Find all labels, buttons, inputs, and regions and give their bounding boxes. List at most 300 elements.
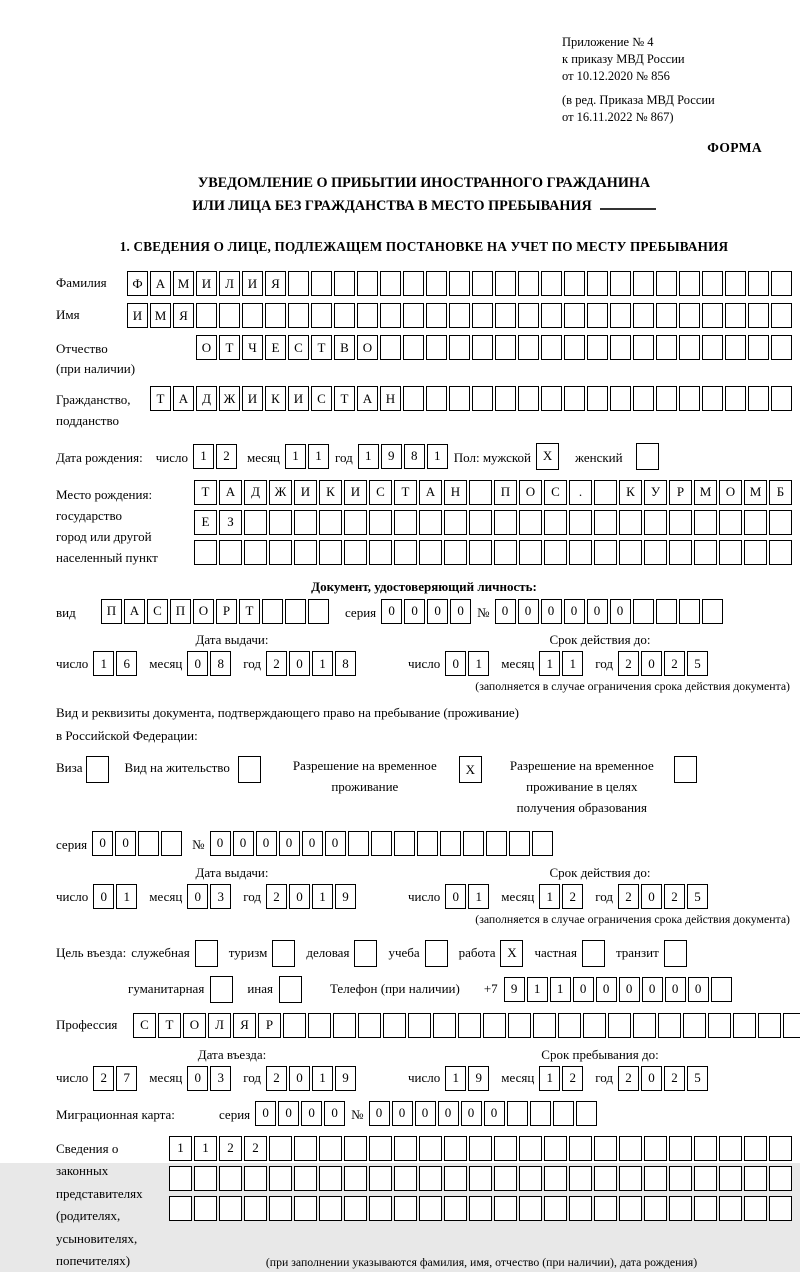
char-cell[interactable] bbox=[719, 1136, 742, 1161]
char-cell[interactable]: 0 bbox=[641, 884, 662, 909]
char-cell[interactable]: 0 bbox=[596, 977, 617, 1002]
char-cell[interactable] bbox=[219, 303, 240, 328]
char-cell[interactable]: 6 bbox=[116, 651, 137, 676]
char-cell[interactable]: 2 bbox=[266, 651, 287, 676]
stay-day-cells[interactable] bbox=[445, 1066, 491, 1091]
char-cell[interactable] bbox=[308, 599, 329, 624]
char-cell[interactable]: 2 bbox=[618, 651, 639, 676]
char-cell[interactable] bbox=[744, 510, 767, 535]
char-cell[interactable]: С bbox=[147, 599, 168, 624]
char-cell[interactable]: 1 bbox=[550, 977, 571, 1002]
char-cell[interactable] bbox=[403, 335, 424, 360]
birth-day-cells[interactable] bbox=[193, 444, 239, 469]
char-cell[interactable] bbox=[319, 1166, 342, 1191]
char-cell[interactable]: 0 bbox=[325, 831, 346, 856]
char-cell[interactable] bbox=[244, 1166, 267, 1191]
char-cell[interactable] bbox=[569, 1136, 592, 1161]
char-cell[interactable]: 0 bbox=[115, 831, 136, 856]
char-cell[interactable] bbox=[486, 831, 507, 856]
char-cell[interactable]: X bbox=[459, 756, 482, 783]
residence-valid-month-cells[interactable] bbox=[539, 884, 585, 909]
char-cell[interactable]: 0 bbox=[573, 977, 594, 1002]
char-cell[interactable] bbox=[576, 1101, 597, 1126]
char-cell[interactable] bbox=[619, 1166, 642, 1191]
char-cell[interactable] bbox=[679, 271, 700, 296]
char-cell[interactable]: . bbox=[569, 480, 592, 505]
identity-valid-day-cells[interactable] bbox=[445, 651, 491, 676]
char-cell[interactable] bbox=[195, 940, 218, 967]
char-cell[interactable] bbox=[610, 303, 631, 328]
char-cell[interactable]: 0 bbox=[302, 831, 323, 856]
char-cell[interactable] bbox=[219, 540, 242, 565]
char-cell[interactable] bbox=[449, 271, 470, 296]
char-cell[interactable] bbox=[725, 271, 746, 296]
char-cell[interactable] bbox=[344, 1196, 367, 1221]
char-cell[interactable]: А bbox=[124, 599, 145, 624]
char-cell[interactable]: 0 bbox=[187, 651, 208, 676]
identity-issue-day-cells[interactable] bbox=[93, 651, 139, 676]
char-cell[interactable]: 9 bbox=[381, 444, 402, 469]
char-cell[interactable] bbox=[564, 335, 585, 360]
char-cell[interactable]: 1 bbox=[539, 1066, 560, 1091]
residence-series-cells[interactable] bbox=[92, 831, 184, 856]
migration-series-cells[interactable] bbox=[255, 1101, 347, 1126]
char-cell[interactable] bbox=[194, 1166, 217, 1191]
char-cell[interactable] bbox=[669, 1166, 692, 1191]
char-cell[interactable] bbox=[702, 599, 723, 624]
char-cell[interactable]: К bbox=[619, 480, 642, 505]
purpose-business-checkbox[interactable] bbox=[354, 940, 379, 967]
char-cell[interactable] bbox=[426, 303, 447, 328]
char-cell[interactable]: 0 bbox=[495, 599, 516, 624]
char-cell[interactable] bbox=[656, 386, 677, 411]
char-cell[interactable]: 9 bbox=[504, 977, 525, 1002]
char-cell[interactable] bbox=[469, 1166, 492, 1191]
char-cell[interactable] bbox=[587, 271, 608, 296]
char-cell[interactable] bbox=[610, 386, 631, 411]
char-cell[interactable] bbox=[725, 335, 746, 360]
char-cell[interactable]: 1 bbox=[169, 1136, 192, 1161]
identity-valid-year-cells[interactable] bbox=[618, 651, 710, 676]
char-cell[interactable] bbox=[702, 386, 723, 411]
char-cell[interactable] bbox=[633, 1013, 656, 1038]
char-cell[interactable]: С bbox=[544, 480, 567, 505]
char-cell[interactable]: Д bbox=[196, 386, 217, 411]
char-cell[interactable]: 1 bbox=[93, 651, 114, 676]
char-cell[interactable]: 0 bbox=[187, 884, 208, 909]
purpose-private-checkbox[interactable] bbox=[582, 940, 607, 967]
char-cell[interactable]: 0 bbox=[289, 651, 310, 676]
char-cell[interactable] bbox=[719, 510, 742, 535]
char-cell[interactable]: М bbox=[744, 480, 767, 505]
char-cell[interactable]: 0 bbox=[610, 599, 631, 624]
entry-year-cells[interactable] bbox=[266, 1066, 358, 1091]
char-cell[interactable] bbox=[242, 303, 263, 328]
char-cell[interactable] bbox=[656, 599, 677, 624]
char-cell[interactable]: X bbox=[500, 940, 523, 967]
char-cell[interactable]: 1 bbox=[193, 444, 214, 469]
char-cell[interactable]: 0 bbox=[210, 831, 231, 856]
char-cell[interactable]: 0 bbox=[256, 831, 277, 856]
char-cell[interactable] bbox=[369, 510, 392, 535]
char-cell[interactable] bbox=[594, 510, 617, 535]
char-cell[interactable]: 1 bbox=[562, 651, 583, 676]
citizenship-cells[interactable] bbox=[150, 386, 794, 411]
char-cell[interactable] bbox=[587, 386, 608, 411]
char-cell[interactable] bbox=[518, 271, 539, 296]
char-cell[interactable] bbox=[594, 1166, 617, 1191]
char-cell[interactable] bbox=[294, 510, 317, 535]
char-cell[interactable]: 0 bbox=[642, 977, 663, 1002]
char-cell[interactable] bbox=[564, 271, 585, 296]
char-cell[interactable] bbox=[748, 335, 769, 360]
char-cell[interactable]: Ж bbox=[269, 480, 292, 505]
char-cell[interactable] bbox=[533, 1013, 556, 1038]
char-cell[interactable] bbox=[369, 1166, 392, 1191]
birth-place-cells-2[interactable] bbox=[194, 510, 794, 535]
char-cell[interactable]: В bbox=[334, 335, 355, 360]
residence-issue-month-cells[interactable] bbox=[187, 884, 233, 909]
char-cell[interactable]: 0 bbox=[404, 599, 425, 624]
char-cell[interactable] bbox=[658, 1013, 681, 1038]
char-cell[interactable]: 0 bbox=[92, 831, 113, 856]
char-cell[interactable] bbox=[334, 303, 355, 328]
identity-issue-year-cells[interactable] bbox=[266, 651, 358, 676]
name-cells[interactable] bbox=[127, 303, 794, 328]
char-cell[interactable] bbox=[433, 1013, 456, 1038]
char-cell[interactable] bbox=[394, 1166, 417, 1191]
char-cell[interactable] bbox=[519, 540, 542, 565]
char-cell[interactable] bbox=[541, 386, 562, 411]
char-cell[interactable]: Т bbox=[394, 480, 417, 505]
char-cell[interactable] bbox=[694, 510, 717, 535]
char-cell[interactable] bbox=[194, 1196, 217, 1221]
char-cell[interactable] bbox=[483, 1013, 506, 1038]
char-cell[interactable] bbox=[272, 940, 295, 967]
char-cell[interactable] bbox=[403, 386, 424, 411]
char-cell[interactable] bbox=[426, 335, 447, 360]
char-cell[interactable] bbox=[344, 1136, 367, 1161]
char-cell[interactable]: 0 bbox=[381, 599, 402, 624]
char-cell[interactable] bbox=[138, 831, 159, 856]
char-cell[interactable]: Ч bbox=[242, 335, 263, 360]
char-cell[interactable] bbox=[656, 303, 677, 328]
char-cell[interactable] bbox=[344, 1166, 367, 1191]
char-cell[interactable] bbox=[744, 1136, 767, 1161]
birth-year-cells[interactable] bbox=[358, 444, 450, 469]
char-cell[interactable] bbox=[444, 1136, 467, 1161]
char-cell[interactable] bbox=[519, 1166, 542, 1191]
char-cell[interactable] bbox=[594, 480, 617, 505]
char-cell[interactable] bbox=[544, 510, 567, 535]
char-cell[interactable]: 1 bbox=[116, 884, 137, 909]
char-cell[interactable]: 0 bbox=[427, 599, 448, 624]
char-cell[interactable] bbox=[769, 1196, 792, 1221]
temp-residence-checkbox[interactable] bbox=[459, 756, 484, 783]
char-cell[interactable] bbox=[265, 303, 286, 328]
char-cell[interactable]: 2 bbox=[664, 651, 685, 676]
char-cell[interactable]: 0 bbox=[415, 1101, 436, 1126]
char-cell[interactable]: Л bbox=[208, 1013, 231, 1038]
char-cell[interactable] bbox=[683, 1013, 706, 1038]
char-cell[interactable] bbox=[564, 303, 585, 328]
char-cell[interactable] bbox=[194, 540, 217, 565]
char-cell[interactable] bbox=[319, 1196, 342, 1221]
birth-place-cells-3[interactable] bbox=[194, 540, 794, 565]
char-cell[interactable] bbox=[569, 540, 592, 565]
char-cell[interactable] bbox=[244, 510, 267, 535]
char-cell[interactable]: 0 bbox=[187, 1066, 208, 1091]
char-cell[interactable] bbox=[610, 335, 631, 360]
char-cell[interactable] bbox=[636, 443, 659, 470]
char-cell[interactable] bbox=[664, 940, 687, 967]
char-cell[interactable] bbox=[458, 1013, 481, 1038]
identity-kind-cells[interactable] bbox=[101, 599, 331, 624]
char-cell[interactable]: 1 bbox=[445, 1066, 466, 1091]
char-cell[interactable]: Р bbox=[669, 480, 692, 505]
char-cell[interactable]: Н bbox=[444, 480, 467, 505]
char-cell[interactable] bbox=[472, 386, 493, 411]
char-cell[interactable]: С bbox=[288, 335, 309, 360]
char-cell[interactable]: Р bbox=[216, 599, 237, 624]
char-cell[interactable]: 1 bbox=[312, 651, 333, 676]
char-cell[interactable] bbox=[469, 1196, 492, 1221]
char-cell[interactable] bbox=[541, 271, 562, 296]
char-cell[interactable] bbox=[333, 1013, 356, 1038]
char-cell[interactable] bbox=[285, 599, 306, 624]
char-cell[interactable] bbox=[544, 1136, 567, 1161]
char-cell[interactable]: 1 bbox=[194, 1136, 217, 1161]
char-cell[interactable]: Р bbox=[258, 1013, 281, 1038]
char-cell[interactable]: 9 bbox=[335, 884, 356, 909]
char-cell[interactable]: И bbox=[242, 271, 263, 296]
char-cell[interactable]: 2 bbox=[618, 1066, 639, 1091]
char-cell[interactable] bbox=[344, 540, 367, 565]
char-cell[interactable]: П bbox=[101, 599, 122, 624]
char-cell[interactable] bbox=[495, 335, 516, 360]
char-cell[interactable]: О bbox=[519, 480, 542, 505]
char-cell[interactable] bbox=[708, 1013, 731, 1038]
char-cell[interactable]: Б bbox=[769, 480, 792, 505]
char-cell[interactable]: Е bbox=[194, 510, 217, 535]
char-cell[interactable]: О bbox=[193, 599, 214, 624]
char-cell[interactable] bbox=[357, 303, 378, 328]
char-cell[interactable] bbox=[509, 831, 530, 856]
purpose-other-checkbox[interactable] bbox=[279, 976, 304, 1003]
char-cell[interactable] bbox=[564, 386, 585, 411]
char-cell[interactable]: Т bbox=[194, 480, 217, 505]
char-cell[interactable] bbox=[748, 386, 769, 411]
char-cell[interactable] bbox=[644, 1196, 667, 1221]
char-cell[interactable]: 1 bbox=[312, 1066, 333, 1091]
char-cell[interactable] bbox=[269, 1136, 292, 1161]
char-cell[interactable] bbox=[679, 599, 700, 624]
char-cell[interactable] bbox=[371, 831, 392, 856]
char-cell[interactable]: 1 bbox=[285, 444, 306, 469]
char-cell[interactable] bbox=[679, 303, 700, 328]
char-cell[interactable] bbox=[219, 1166, 242, 1191]
char-cell[interactable] bbox=[694, 1136, 717, 1161]
char-cell[interactable]: А bbox=[150, 271, 171, 296]
char-cell[interactable] bbox=[444, 540, 467, 565]
char-cell[interactable]: 8 bbox=[404, 444, 425, 469]
char-cell[interactable] bbox=[507, 1101, 528, 1126]
char-cell[interactable]: 0 bbox=[369, 1101, 390, 1126]
char-cell[interactable] bbox=[594, 540, 617, 565]
birth-place-cells-1[interactable] bbox=[194, 480, 794, 505]
char-cell[interactable] bbox=[758, 1013, 781, 1038]
char-cell[interactable]: 9 bbox=[335, 1066, 356, 1091]
char-cell[interactable] bbox=[610, 271, 631, 296]
char-cell[interactable]: М bbox=[150, 303, 171, 328]
char-cell[interactable] bbox=[238, 756, 261, 783]
char-cell[interactable] bbox=[419, 1196, 442, 1221]
identity-issue-month-cells[interactable] bbox=[187, 651, 233, 676]
entry-month-cells[interactable] bbox=[187, 1066, 233, 1091]
char-cell[interactable] bbox=[674, 756, 697, 783]
char-cell[interactable] bbox=[748, 271, 769, 296]
char-cell[interactable] bbox=[161, 831, 182, 856]
char-cell[interactable] bbox=[86, 756, 109, 783]
char-cell[interactable] bbox=[269, 540, 292, 565]
char-cell[interactable] bbox=[748, 303, 769, 328]
char-cell[interactable]: С bbox=[311, 386, 332, 411]
char-cell[interactable] bbox=[494, 540, 517, 565]
char-cell[interactable] bbox=[334, 271, 355, 296]
char-cell[interactable] bbox=[656, 271, 677, 296]
char-cell[interactable] bbox=[569, 510, 592, 535]
char-cell[interactable] bbox=[783, 1013, 800, 1038]
representatives-cells-3[interactable] bbox=[169, 1196, 794, 1221]
char-cell[interactable] bbox=[308, 1013, 331, 1038]
char-cell[interactable] bbox=[702, 335, 723, 360]
char-cell[interactable]: Ф bbox=[127, 271, 148, 296]
char-cell[interactable] bbox=[494, 1136, 517, 1161]
char-cell[interactable]: 2 bbox=[266, 884, 287, 909]
stay-month-cells[interactable] bbox=[539, 1066, 585, 1091]
char-cell[interactable]: 0 bbox=[93, 884, 114, 909]
char-cell[interactable] bbox=[358, 1013, 381, 1038]
char-cell[interactable] bbox=[472, 335, 493, 360]
purpose-work-checkbox[interactable] bbox=[500, 940, 525, 967]
char-cell[interactable] bbox=[633, 386, 654, 411]
char-cell[interactable] bbox=[403, 271, 424, 296]
char-cell[interactable] bbox=[444, 1166, 467, 1191]
char-cell[interactable] bbox=[733, 1013, 756, 1038]
char-cell[interactable]: 0 bbox=[289, 1066, 310, 1091]
char-cell[interactable] bbox=[344, 510, 367, 535]
char-cell[interactable]: А bbox=[419, 480, 442, 505]
char-cell[interactable]: О bbox=[196, 335, 217, 360]
char-cell[interactable] bbox=[769, 540, 792, 565]
birth-month-cells[interactable] bbox=[285, 444, 331, 469]
char-cell[interactable]: 8 bbox=[335, 651, 356, 676]
char-cell[interactable] bbox=[669, 1196, 692, 1221]
purpose-study-checkbox[interactable] bbox=[425, 940, 450, 967]
char-cell[interactable]: К bbox=[319, 480, 342, 505]
char-cell[interactable]: Я bbox=[265, 271, 286, 296]
char-cell[interactable]: И bbox=[344, 480, 367, 505]
char-cell[interactable]: М bbox=[694, 480, 717, 505]
char-cell[interactable]: 0 bbox=[289, 884, 310, 909]
char-cell[interactable] bbox=[469, 1136, 492, 1161]
char-cell[interactable] bbox=[694, 1196, 717, 1221]
char-cell[interactable] bbox=[619, 1196, 642, 1221]
char-cell[interactable]: 2 bbox=[216, 444, 237, 469]
char-cell[interactable] bbox=[426, 271, 447, 296]
char-cell[interactable] bbox=[744, 1166, 767, 1191]
char-cell[interactable]: Т bbox=[158, 1013, 181, 1038]
residence-valid-year-cells[interactable] bbox=[618, 884, 710, 909]
char-cell[interactable] bbox=[587, 335, 608, 360]
char-cell[interactable] bbox=[518, 303, 539, 328]
char-cell[interactable] bbox=[619, 1136, 642, 1161]
char-cell[interactable]: 0 bbox=[301, 1101, 322, 1126]
char-cell[interactable] bbox=[569, 1166, 592, 1191]
char-cell[interactable]: 7 bbox=[116, 1066, 137, 1091]
char-cell[interactable] bbox=[544, 1166, 567, 1191]
char-cell[interactable] bbox=[319, 510, 342, 535]
char-cell[interactable] bbox=[495, 303, 516, 328]
char-cell[interactable] bbox=[644, 540, 667, 565]
char-cell[interactable] bbox=[558, 1013, 581, 1038]
char-cell[interactable] bbox=[608, 1013, 631, 1038]
char-cell[interactable] bbox=[210, 976, 233, 1003]
char-cell[interactable] bbox=[311, 271, 332, 296]
char-cell[interactable]: 0 bbox=[445, 884, 466, 909]
char-cell[interactable] bbox=[244, 540, 267, 565]
char-cell[interactable]: 0 bbox=[541, 599, 562, 624]
char-cell[interactable] bbox=[725, 386, 746, 411]
char-cell[interactable] bbox=[669, 540, 692, 565]
char-cell[interactable] bbox=[495, 386, 516, 411]
char-cell[interactable]: Л bbox=[219, 271, 240, 296]
char-cell[interactable] bbox=[633, 271, 654, 296]
char-cell[interactable] bbox=[472, 271, 493, 296]
char-cell[interactable]: 0 bbox=[438, 1101, 459, 1126]
char-cell[interactable] bbox=[771, 271, 792, 296]
char-cell[interactable]: 0 bbox=[445, 651, 466, 676]
char-cell[interactable] bbox=[394, 831, 415, 856]
char-cell[interactable]: И bbox=[294, 480, 317, 505]
residence-valid-day-cells[interactable] bbox=[445, 884, 491, 909]
char-cell[interactable] bbox=[269, 1166, 292, 1191]
char-cell[interactable] bbox=[569, 1196, 592, 1221]
purpose-tourism-checkbox[interactable] bbox=[272, 940, 297, 967]
char-cell[interactable] bbox=[582, 940, 605, 967]
char-cell[interactable] bbox=[383, 1013, 406, 1038]
char-cell[interactable] bbox=[444, 510, 467, 535]
char-cell[interactable] bbox=[354, 940, 377, 967]
residence-issue-year-cells[interactable] bbox=[266, 884, 358, 909]
entry-day-cells[interactable] bbox=[93, 1066, 139, 1091]
char-cell[interactable]: А bbox=[357, 386, 378, 411]
phone-cells[interactable] bbox=[504, 977, 734, 1002]
char-cell[interactable]: М bbox=[173, 271, 194, 296]
char-cell[interactable]: И bbox=[288, 386, 309, 411]
char-cell[interactable] bbox=[419, 510, 442, 535]
char-cell[interactable]: 0 bbox=[688, 977, 709, 1002]
char-cell[interactable] bbox=[469, 540, 492, 565]
char-cell[interactable] bbox=[288, 271, 309, 296]
char-cell[interactable] bbox=[771, 303, 792, 328]
char-cell[interactable] bbox=[369, 540, 392, 565]
char-cell[interactable] bbox=[294, 1196, 317, 1221]
char-cell[interactable] bbox=[619, 510, 642, 535]
char-cell[interactable]: 1 bbox=[427, 444, 448, 469]
char-cell[interactable] bbox=[769, 1166, 792, 1191]
residence-number-cells[interactable] bbox=[210, 831, 555, 856]
